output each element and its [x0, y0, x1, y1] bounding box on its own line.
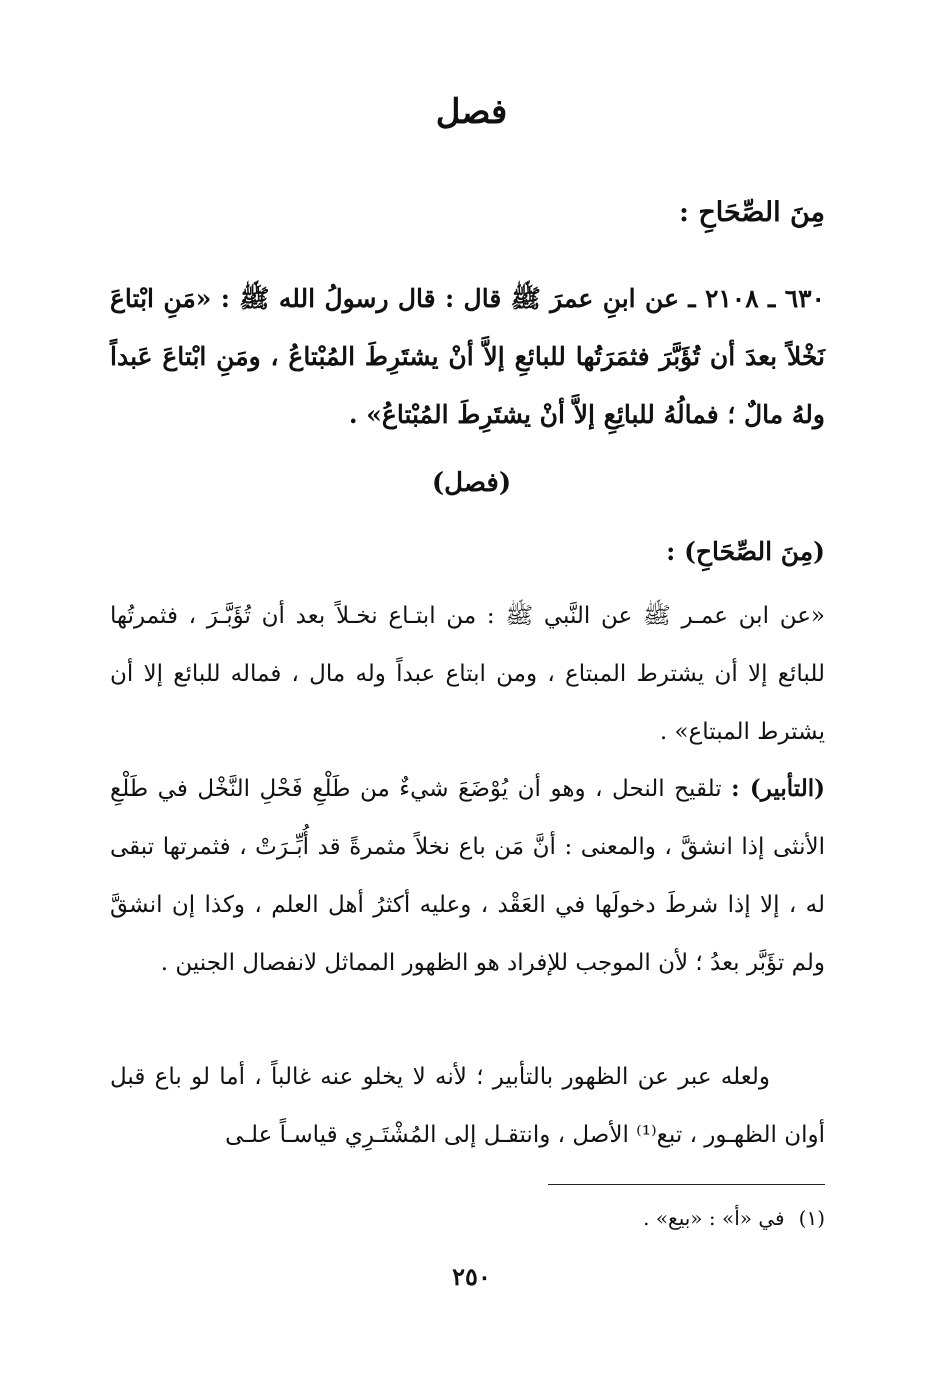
footnote-divider: [548, 1184, 825, 1185]
commentary-paragraph-2: [110, 760, 825, 992]
footnote: [110, 1200, 825, 1236]
page-number: ٢٥٠: [452, 1262, 491, 1291]
section-title: فصل: [435, 92, 508, 132]
commentary-paragraph-1: «عن ابن عمـر ﷺ عن النَّبي ﷺ : من ابتـاع نخـلاً بعد أن تُؤَبَّـرَ ، فثمرتُها للبائع إلا أن يشترط المبتاع ، ومن ابتاع عبداً وله مال ، فماله للبائع إلا أن يشترط المبتاع» .: [110, 603, 825, 745]
footnote-text: في «أ» : «بيع» .: [643, 1206, 785, 1230]
commentary-paragraph-3: ولعله عبر عن الظهور بالتأبير ؛ لأنه لا يخلو عنه غالباً ، أما لو باع قبل أوان الظهـور ، تبع⁽¹⁾ الأصل ، وانتقـل إلى المُشْتَـرِي قياسـاً علـى: [110, 1064, 825, 1148]
commentary-section-title: (فصل): [431, 468, 512, 498]
term-tabir: (التأبير) :: [731, 775, 825, 802]
footnote-number: (١): [798, 1206, 825, 1230]
commentary-source-heading: (مِنَ الصِّحَاحِ) :: [666, 537, 825, 566]
term-definition: تلقيح النحل ، وهو أن يُوْضَعَ شيءٌ من طَلْعِ فَحْلِ النَّخْل في طَلْعِ الأنثى إذا انشقَّ ، والمعنى : أنَّ مَن باع نخلاً مثمرةً قد أُبِّـرَتْ ، فثمرتها تبقى له ، إلا إذا شرطَ دخولَها في العَقْد ، وعليه أكثرُ أهل العلم ، وكذا إن انشقَّ ولم تؤَبَّر بعدُ ؛ لأن الموجب للإفراد هو الظهور المماثل لانفصال الجنين .: [110, 776, 825, 976]
hadith-text: ٦٣٠ ـ ٢١٠٨ ـ عن ابنِ عمرَ ﷺ قال : قال رسولُ الله ﷺ : «مَنِ ابْتاعَ نَخْلاً بعدَ أن تُؤَبَّرَ فثمَرَتُها للبائعِ إلاَّ أنْ يشتَرِطَ المُبْتاعُ ، ومَنِ ابْتاعَ عَبداً ولهُ مالٌ ؛ فمالُهُ للبائِعِ إلاَّ أنْ يشتَرِطَ المُبْتاعُ» .: [110, 284, 825, 429]
source-heading: مِنَ الصِّحَاحِ :: [678, 197, 825, 228]
